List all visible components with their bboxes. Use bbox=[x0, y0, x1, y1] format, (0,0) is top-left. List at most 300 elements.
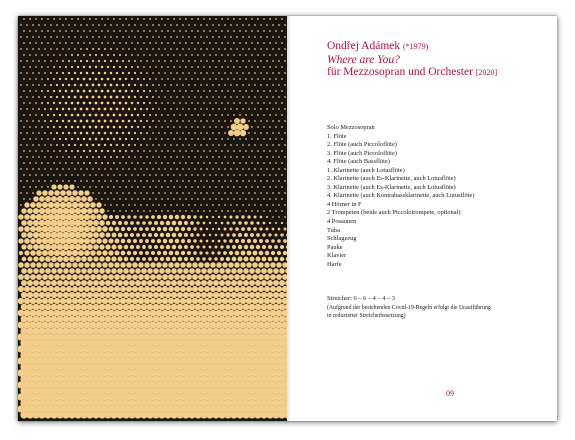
halftone-dot bbox=[266, 180, 268, 182]
halftone-dot bbox=[212, 228, 214, 230]
halftone-dot bbox=[110, 168, 112, 170]
halftone-dot bbox=[51, 292, 57, 298]
halftone-dot bbox=[33, 304, 40, 311]
halftone-dot bbox=[161, 54, 163, 56]
halftone-dot bbox=[62, 180, 64, 182]
halftone-dot bbox=[227, 321, 234, 328]
halftone-dot bbox=[89, 174, 91, 176]
halftone-dot bbox=[26, 108, 28, 110]
halftone-dot bbox=[78, 214, 85, 221]
halftone-dot bbox=[188, 192, 190, 194]
halftone-dot bbox=[138, 262, 144, 268]
halftone-dot bbox=[139, 215, 142, 218]
work-subtitle-line bbox=[327, 66, 497, 80]
halftone-dot bbox=[264, 274, 270, 280]
halftone-dot bbox=[278, 24, 280, 26]
halftone-dot bbox=[113, 174, 115, 176]
halftone-dot bbox=[218, 144, 220, 146]
halftone-dot bbox=[174, 262, 180, 268]
halftone-dot bbox=[68, 168, 70, 170]
halftone-dot bbox=[164, 36, 166, 38]
halftone-dot bbox=[136, 233, 140, 237]
halftone-dot bbox=[227, 78, 229, 80]
halftone-dot bbox=[251, 42, 253, 44]
halftone-dot bbox=[89, 114, 92, 117]
halftone-dot bbox=[112, 221, 116, 225]
halftone-dot bbox=[104, 156, 106, 158]
halftone-dot bbox=[155, 186, 157, 188]
halftone-dot bbox=[206, 156, 208, 158]
halftone-dot bbox=[30, 262, 36, 268]
halftone-dot bbox=[113, 321, 120, 328]
halftone-dot bbox=[233, 210, 235, 212]
halftone-dot bbox=[192, 262, 198, 268]
halftone-dot bbox=[227, 210, 229, 212]
halftone-dot bbox=[137, 102, 139, 104]
halftone-dot bbox=[214, 257, 218, 261]
halftone-dot bbox=[62, 60, 64, 62]
halftone-dot bbox=[53, 162, 55, 164]
halftone-dot bbox=[281, 18, 283, 20]
halftone-dot bbox=[137, 186, 139, 188]
halftone-dot bbox=[263, 18, 265, 20]
halftone-dot bbox=[256, 245, 260, 249]
halftone-dot bbox=[236, 144, 238, 146]
halftone-dot bbox=[38, 24, 40, 26]
halftone-dot bbox=[81, 256, 87, 262]
halftone-dot bbox=[141, 292, 147, 298]
halftone-dot bbox=[260, 216, 263, 219]
halftone-dot bbox=[90, 274, 96, 280]
halftone-dot bbox=[71, 174, 73, 176]
halftone-dot bbox=[236, 180, 238, 182]
halftone-dot bbox=[57, 256, 63, 262]
halftone-dot bbox=[218, 180, 220, 182]
halftone-dot bbox=[20, 180, 22, 182]
halftone-dot bbox=[284, 48, 286, 50]
halftone-dot bbox=[44, 108, 46, 110]
halftone-dot bbox=[200, 180, 202, 182]
halftone-dot bbox=[41, 18, 43, 20]
halftone-dot bbox=[167, 102, 169, 104]
halftone-dot bbox=[93, 304, 100, 311]
halftone-dot bbox=[284, 204, 286, 206]
halftone-dot bbox=[185, 126, 187, 128]
halftone-dot bbox=[158, 84, 160, 86]
halftone-dot bbox=[47, 90, 49, 92]
halftone-dot bbox=[150, 310, 157, 317]
halftone-dot bbox=[197, 42, 199, 44]
halftone-dot bbox=[133, 251, 137, 255]
halftone-dot bbox=[162, 286, 168, 292]
halftone-dot bbox=[185, 174, 187, 176]
halftone-dot bbox=[66, 262, 72, 268]
halftone-dot bbox=[51, 196, 57, 202]
halftone-dot bbox=[42, 262, 48, 268]
halftone-dot bbox=[218, 216, 220, 218]
halftone-dot bbox=[221, 66, 223, 68]
halftone-dot bbox=[275, 174, 277, 176]
halftone-dot bbox=[101, 42, 103, 44]
halftone-dot bbox=[284, 84, 286, 86]
halftone-dot bbox=[38, 108, 40, 110]
halftone-dot bbox=[48, 250, 54, 256]
halftone-dot bbox=[266, 120, 268, 122]
halftone-dot bbox=[65, 321, 72, 328]
halftone-dot bbox=[260, 72, 262, 74]
halftone-dot bbox=[62, 72, 64, 74]
halftone-dot bbox=[140, 108, 142, 110]
halftone-dot bbox=[126, 310, 133, 317]
halftone-dot bbox=[187, 251, 191, 255]
halftone-dot bbox=[198, 286, 204, 292]
halftone-dot bbox=[257, 66, 259, 68]
halftone-dot bbox=[243, 316, 250, 323]
halftone-dot bbox=[106, 233, 111, 238]
halftone-dot bbox=[75, 280, 81, 286]
halftone-dot bbox=[233, 114, 235, 116]
halftone-dot bbox=[195, 268, 201, 274]
halftone-dot bbox=[278, 96, 280, 98]
halftone-dot bbox=[47, 126, 49, 128]
halftone-dot bbox=[144, 298, 150, 304]
halftone-dot bbox=[29, 321, 36, 328]
halftone-dot bbox=[59, 42, 61, 44]
halftone-dot bbox=[212, 84, 214, 86]
halftone-dot bbox=[51, 244, 58, 251]
halftone-dot bbox=[101, 30, 103, 32]
halftone-dot bbox=[129, 292, 135, 298]
halftone-dot bbox=[45, 280, 51, 286]
halftone-dot bbox=[119, 90, 122, 93]
halftone-dot bbox=[251, 162, 253, 164]
halftone-dot bbox=[263, 54, 265, 56]
halftone-dot bbox=[188, 48, 190, 50]
halftone-dot bbox=[206, 228, 209, 231]
halftone-dot bbox=[92, 24, 94, 26]
work-header bbox=[327, 40, 497, 80]
halftone-dot bbox=[38, 60, 40, 62]
halftone-dot bbox=[224, 228, 227, 231]
halftone-dot bbox=[272, 24, 274, 26]
halftone-dot bbox=[176, 120, 178, 122]
halftone-dot bbox=[116, 36, 118, 38]
halftone-dot bbox=[98, 48, 100, 50]
halftone-dot bbox=[185, 210, 187, 212]
halftone-dot bbox=[104, 48, 106, 50]
halftone-dot bbox=[72, 238, 79, 245]
halftone-dot bbox=[132, 298, 138, 304]
halftone-dot bbox=[182, 48, 184, 50]
halftone-dot bbox=[74, 72, 76, 74]
halftone-dot bbox=[20, 108, 22, 110]
halftone-dot bbox=[140, 204, 142, 206]
halftone-dot bbox=[191, 54, 193, 56]
halftone-dot bbox=[248, 180, 250, 182]
halftone-dot bbox=[120, 298, 126, 304]
instrument-item: 4 Hörner in F bbox=[327, 200, 362, 208]
halftone-dot bbox=[194, 144, 196, 146]
halftone-dot bbox=[53, 138, 55, 140]
halftone-dot bbox=[272, 204, 274, 206]
halftone-dot bbox=[63, 304, 70, 311]
halftone-dot bbox=[38, 48, 40, 50]
halftone-dot bbox=[23, 78, 25, 80]
halftone-dot bbox=[90, 250, 96, 256]
halftone-dot bbox=[274, 233, 277, 236]
halftone-dot bbox=[198, 262, 204, 268]
halftone-dot bbox=[212, 180, 214, 182]
halftone-dot bbox=[77, 321, 84, 328]
halftone-dot bbox=[83, 150, 85, 152]
halftone-dot bbox=[155, 162, 157, 164]
halftone-dot bbox=[199, 251, 202, 254]
halftone-dot bbox=[84, 298, 90, 304]
halftone-dot bbox=[59, 102, 61, 104]
halftone-dot bbox=[227, 222, 230, 225]
halftone-dot bbox=[23, 42, 25, 44]
halftone-dot bbox=[251, 198, 253, 200]
halftone-dot bbox=[110, 24, 112, 26]
halftone-dot bbox=[75, 220, 82, 227]
halftone-dot bbox=[164, 132, 166, 134]
halftone-dot bbox=[125, 102, 128, 105]
halftone-dot bbox=[260, 132, 262, 134]
halftone-dot bbox=[181, 251, 185, 255]
halftone-dot bbox=[105, 316, 112, 323]
halftone-dot bbox=[267, 280, 273, 286]
halftone-dot bbox=[203, 210, 205, 212]
halftone-dot bbox=[53, 18, 55, 20]
halftone-dot bbox=[167, 78, 169, 80]
halftone-dot bbox=[180, 298, 186, 304]
halftone-dot bbox=[125, 90, 128, 93]
halftone-dot bbox=[218, 156, 220, 158]
halftone-dot bbox=[233, 42, 235, 44]
halftone-dot bbox=[36, 310, 43, 317]
halftone-dot bbox=[221, 222, 224, 225]
halftone-dot bbox=[141, 280, 147, 286]
halftone-dot bbox=[113, 30, 115, 32]
halftone-dot bbox=[248, 48, 250, 50]
halftone-dot bbox=[244, 233, 248, 237]
halftone-dot bbox=[27, 280, 33, 286]
halftone-dot bbox=[99, 232, 105, 238]
halftone-dot bbox=[251, 30, 253, 32]
halftone-dot bbox=[93, 280, 99, 286]
halftone-dot bbox=[41, 42, 43, 44]
halftone-dot bbox=[104, 72, 107, 75]
halftone-dot bbox=[83, 78, 86, 81]
halftone-dot bbox=[38, 144, 40, 146]
halftone-dot bbox=[167, 90, 169, 92]
halftone-dot bbox=[80, 24, 82, 26]
halftone-dot bbox=[273, 268, 279, 274]
halftone-dot bbox=[173, 321, 180, 328]
halftone-dot bbox=[263, 138, 265, 140]
halftone-dot bbox=[233, 18, 235, 20]
halftone-dot bbox=[35, 54, 37, 56]
halftone-dot bbox=[140, 48, 142, 50]
halftone-dot bbox=[183, 316, 190, 323]
halftone-dot bbox=[232, 221, 235, 224]
halftone-dot bbox=[41, 162, 43, 164]
halftone-dot bbox=[185, 30, 187, 32]
halftone-dot bbox=[149, 42, 151, 44]
halftone-dot bbox=[35, 186, 37, 188]
halftone-dot bbox=[272, 108, 274, 110]
halftone-dot bbox=[146, 24, 148, 26]
halftone-dot bbox=[269, 138, 271, 140]
halftone-dot bbox=[128, 156, 130, 158]
halftone-dot bbox=[281, 162, 283, 164]
halftone-dot bbox=[240, 274, 246, 280]
halftone-dot bbox=[200, 156, 202, 158]
halftone-dot bbox=[240, 130, 246, 136]
halftone-dot bbox=[42, 286, 48, 292]
halftone-dot bbox=[237, 292, 243, 298]
halftone-dot bbox=[188, 96, 190, 98]
halftone-dot bbox=[204, 286, 210, 292]
halftone-dot bbox=[230, 60, 232, 62]
halftone-dot bbox=[110, 132, 113, 135]
halftone-dot bbox=[101, 138, 104, 141]
halftone-dot bbox=[257, 42, 259, 44]
halftone-dot bbox=[275, 42, 277, 44]
halftone-dot bbox=[118, 221, 122, 225]
halftone-dot bbox=[213, 268, 219, 274]
halftone-dot bbox=[74, 120, 77, 123]
halftone-dot bbox=[53, 90, 55, 92]
halftone-dot bbox=[66, 310, 73, 317]
halftone-dot bbox=[125, 42, 127, 44]
halftone-dot bbox=[105, 256, 110, 261]
halftone-dot bbox=[219, 280, 225, 286]
halftone-dot bbox=[95, 126, 98, 129]
halftone-dot bbox=[62, 108, 65, 111]
halftone-dot bbox=[63, 316, 70, 323]
halftone-dot bbox=[238, 233, 242, 237]
halftone-dot bbox=[219, 268, 225, 274]
halftone-dot bbox=[146, 96, 148, 98]
halftone-dot bbox=[233, 138, 235, 140]
halftone-dot bbox=[257, 174, 259, 176]
halftone-dot bbox=[112, 233, 117, 238]
halftone-dot bbox=[45, 268, 51, 274]
halftone-dot bbox=[203, 321, 210, 328]
halftone-dot bbox=[44, 72, 46, 74]
halftone-dot bbox=[281, 210, 283, 212]
halftone-dot bbox=[221, 321, 228, 328]
halftone-dot bbox=[218, 120, 220, 122]
halftone-dot bbox=[134, 48, 136, 50]
halftone-dot bbox=[69, 256, 75, 262]
halftone-dot bbox=[262, 245, 266, 249]
halftone-dot bbox=[255, 268, 261, 274]
halftone-dot bbox=[166, 233, 171, 238]
halftone-dot bbox=[207, 280, 213, 286]
halftone-dot bbox=[254, 192, 256, 194]
halftone-dot bbox=[221, 138, 223, 140]
halftone-dot bbox=[110, 60, 112, 62]
halftone-dot bbox=[203, 90, 205, 92]
halftone-dot bbox=[171, 292, 177, 298]
halftone-dot bbox=[194, 168, 196, 170]
halftone-dot bbox=[101, 102, 104, 105]
halftone-dot bbox=[175, 239, 179, 243]
halftone-dot bbox=[225, 268, 231, 274]
halftone-dot bbox=[172, 257, 177, 262]
halftone-dot bbox=[206, 84, 208, 86]
halftone-dot bbox=[269, 114, 271, 116]
halftone-dot bbox=[234, 274, 240, 280]
halftone-dot bbox=[45, 316, 52, 323]
halftone-dot bbox=[57, 244, 64, 251]
halftone-dot bbox=[164, 96, 166, 98]
halftone-dot bbox=[272, 36, 274, 38]
halftone-dot bbox=[78, 238, 84, 244]
halftone-dot bbox=[32, 60, 34, 62]
halftone-dot bbox=[41, 114, 43, 116]
halftone-dot bbox=[75, 292, 81, 298]
halftone-dot bbox=[57, 268, 63, 274]
halftone-dot bbox=[18, 262, 24, 268]
halftone-dot bbox=[29, 90, 31, 92]
halftone-dot bbox=[131, 18, 133, 20]
halftone-dot bbox=[149, 138, 151, 140]
halftone-dot bbox=[42, 238, 48, 244]
halftone-dot bbox=[272, 216, 274, 218]
instrument-item: 4. Klarinette (auch Kontrabassklarinette, auch Lotusflöte) bbox=[327, 192, 475, 200]
halftone-dot bbox=[173, 114, 175, 116]
halftone-dot bbox=[179, 210, 181, 212]
halftone-dot bbox=[186, 262, 192, 268]
halftone-dot bbox=[270, 286, 276, 292]
text-page bbox=[287, 16, 557, 421]
halftone-dot bbox=[197, 18, 199, 20]
halftone-dot bbox=[63, 292, 69, 298]
halftone-dot bbox=[144, 262, 150, 268]
halftone-dot bbox=[194, 120, 196, 122]
halftone-dot bbox=[105, 268, 111, 274]
halftone-dot bbox=[272, 192, 274, 194]
halftone-dot bbox=[108, 298, 114, 304]
halftone-dot bbox=[188, 60, 190, 62]
halftone-dot bbox=[20, 84, 22, 86]
halftone-dot bbox=[215, 90, 217, 92]
halftone-dot bbox=[119, 210, 121, 212]
halftone-dot bbox=[136, 257, 140, 261]
halftone-dot bbox=[50, 84, 52, 86]
halftone-dot bbox=[133, 227, 137, 231]
halftone-dot bbox=[65, 114, 68, 117]
halftone-dot bbox=[50, 156, 52, 158]
halftone-dot bbox=[47, 150, 49, 152]
halftone-dot bbox=[98, 24, 100, 26]
halftone-dot bbox=[114, 274, 120, 280]
halftone-dot bbox=[209, 150, 211, 152]
halftone-dot bbox=[66, 286, 72, 292]
halftone-dot bbox=[26, 48, 28, 50]
halftone-dot bbox=[257, 321, 264, 328]
halftone-dot bbox=[174, 298, 180, 304]
halftone-dot bbox=[207, 268, 213, 274]
halftone-dot bbox=[167, 114, 169, 116]
halftone-dot bbox=[101, 66, 103, 68]
halftone-dot bbox=[227, 42, 229, 44]
halftone-dot bbox=[65, 138, 67, 140]
halftone-dot bbox=[137, 210, 139, 212]
